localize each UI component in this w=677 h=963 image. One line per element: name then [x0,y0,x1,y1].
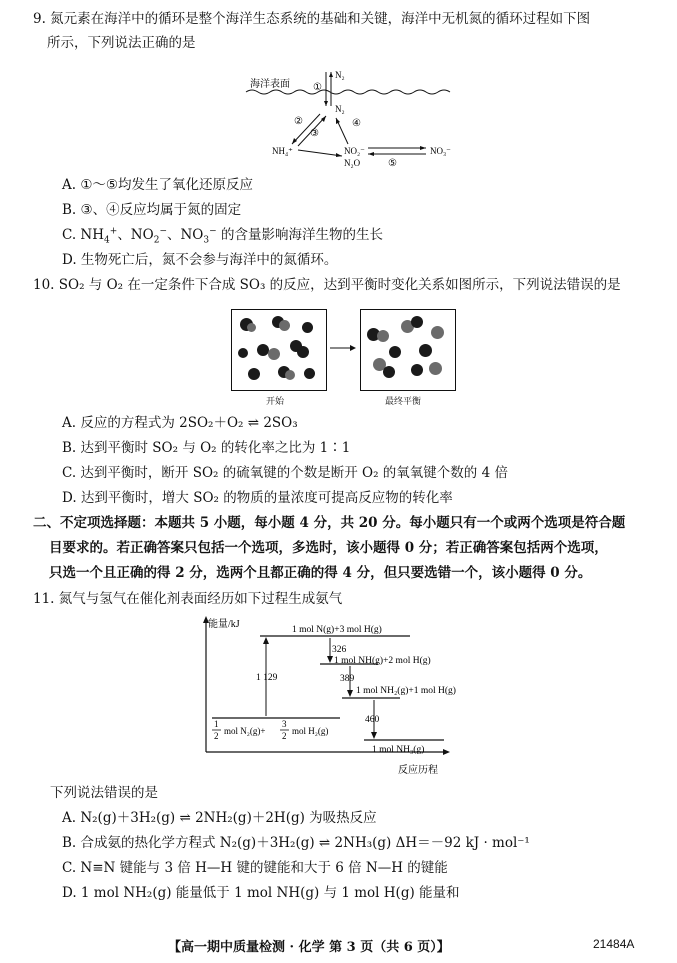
step5-label: ⑤ [388,158,397,169]
energy-level-diagram [200,614,470,780]
step4-label: ④ [352,118,361,129]
q10-option-c: C. 达到平衡时，断开 SO₂ 的硫氧键的个数是断开 O₂ 的氧氧键个数的 4 倍 [62,465,508,481]
start-state-box [231,309,327,391]
section2-line2: 目要求的。若正确答案只包括一个选项，多选时，该小题得 0 分；若正确答案包括两个选项， [49,540,608,556]
equilibrium-state-box [360,309,456,391]
equilibrium-label: 最终平衡 [385,396,422,406]
q9-stem-line2: 所示，下列说法正确的是 [47,35,196,51]
q10-stem: 10. SO₂ 与 O₂ 在一定条件下合成 SO₃ 的反应，达到平衡时变化关系如图所示，下列说法错误的是 [33,277,621,293]
level-2-label: 1 mol NH(g)+2 mol H(g) [334,656,431,666]
svg-text:2: 2 [214,731,219,741]
exam-code: 21484A [593,937,635,951]
q11-option-d: D. 1 mol NH₂(g) 能量低于 1 mol NH(g) 与 1 mol H(g) 能量和 [62,885,460,901]
energy-460-label: 460 [365,715,380,725]
x-axis-label: 反应历程 [398,765,438,776]
energy-1129-label: 1 129 [256,673,278,683]
energy-389-label: 389 [340,674,355,684]
svg-text:mol H₂(g): mol H₂(g) [292,726,329,736]
q10-option-a: A. 反应的方程式为 2SO₂＋O₂ ⇌ 2SO₃ [62,415,298,431]
q10-option-b: B. 达到平衡时 SO₂ 与 O₂ 的转化率之比为 1∶1 [62,440,351,456]
step1-label: ① [313,82,322,93]
level-end-label: 1 mol NH₃(g) [372,745,425,755]
no2-label: NO₂⁻ [344,146,365,156]
q9-option-a: A. ①～⑤均发生了氧化还原反应 [62,177,254,193]
no3-label: NO₃⁻ [430,146,451,156]
arrow-icon [330,343,358,353]
y-axis-label: 能量/kJ [208,619,240,630]
level-start-label [212,719,328,741]
svg-text:3: 3 [282,719,287,729]
section2-line3: 只选一个且正确的得 2 分，选两个且都正确的得 4 分，但只要选错一个，该小题得 0 分。 [49,565,592,581]
step2-label: ② [294,116,303,127]
q11-option-a: A. N₂(g)＋3H₂(g) ⇌ 2NH₂(g)＋2H(g) 为吸热反应 [62,810,377,826]
q9-stem-line1: 9. 氮元素在海洋中的循环是整个海洋生态系统的基础和关键，海洋中无机氮的循环过程如下图 [33,11,591,27]
svg-text:mol N₂(g)+: mol N₂(g)+ [224,726,266,736]
sea-surface-line [246,90,450,94]
svg-text:2: 2 [282,731,287,741]
start-label: 开始 [266,396,285,406]
nitrogen-cycle-diagram [240,66,460,170]
level-3-label: 1 mol NH₂(g)+1 mol H(g) [356,686,456,696]
q9-option-b: B. ③、④反应均属于氮的固定 [62,202,242,218]
energy-326-label: 326 [332,645,347,655]
q11-option-b: B. 合成氨的热化学方程式 N₂(g)＋3H₂(g) ⇌ 2NH₃(g) ΔH＝－92 kJ · mol⁻¹ [62,835,530,851]
level-top-label: 1 mol N(g)+3 mol H(g) [292,625,382,635]
sea-surface-label: 海洋表面 [250,79,290,90]
n2-top-label: N₂ [335,70,345,80]
q9-option-d: D. 生物死亡后，氮不会参与海洋中的氮循环。 [62,252,338,268]
section2-line1: 二、不定项选择题：本题共 5 小题，每小题 4 分，共 20 分。每小题只有一个或两个选项是符合题 [33,515,626,531]
q9-option-c: C. $NH_4^+$、$NO_2^-$、$NO_3^-$ 的含量影响海洋生物的生长 [62,226,383,246]
n2-mid-label: N₂ [335,104,345,114]
nh4-label: NH₄⁺ [272,146,293,156]
q10-option-d: D. 达到平衡时，增大 SO₂ 的物质的量浓度可提高反应物的转化率 [62,490,453,506]
page-footer: 【高一期中质量检测 · 化学 第 3 页（共 6 页）】 [168,940,450,955]
q11-option-c: C. N≡N 键能与 3 倍 H—H 键的键能和大于 6 倍 N—H 的键能 [62,860,448,876]
step3-label: ③ [310,128,319,139]
q11-question: 下列说法错误的是 [50,785,158,801]
svg-text:1: 1 [214,719,219,729]
n2o-label: N₂O [344,158,361,168]
q11-stem: 11. 氮气与氢气在催化剂表面经历如下过程生成氨气 [33,591,343,607]
